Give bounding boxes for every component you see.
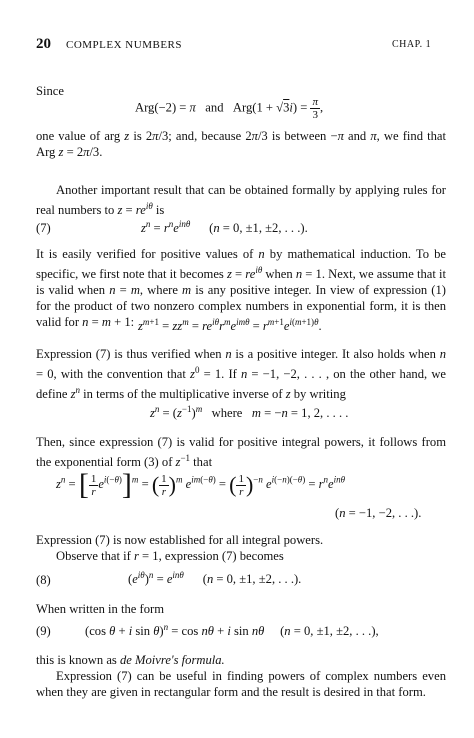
paragraph-de-moivre [36, 652, 446, 668]
paragraph-observe: Observe that if r = 1, expression (7) becomes [56, 549, 284, 563]
equation-long-range: (n = −1, −2, . . .). [335, 506, 422, 520]
text-since: Since [36, 84, 64, 98]
paragraph-negative-powers: Expression (7) is thus verified when n is a positive integer. It also holds when n = 0, with the convention that $z^0 = 1$. If n = −1, −2, . . . , on the other hand, we define $z^n$ in terms of the multiplicative inverse of z by writing [36, 347, 447, 402]
paragraph-arg-result: one value of arg z is 2π/3; and, because 2π/3 is between −π and π, we find that Arg z = 2π/3. [36, 129, 446, 159]
paragraph-established: Expression (7) is now established for all integral powers. [36, 533, 324, 547]
paragraph-written-form: When written in the form [36, 602, 164, 616]
running-title: COMPLEX NUMBERS [66, 39, 182, 51]
equation-long: $z^n$ = [ $\frac{1}{r}$ $e^{i(-\theta)}]^m$ = ( $\frac{1}{r}$ )$^m$ $e^{im(-\theta)}$ = ( $\frac{1}{r}$ )$^{-n}$ $e^{i(-n)(-\theta)} = r^ne^{in\theta}$ [56, 468, 346, 501]
page-number: 20 [36, 36, 51, 52]
paragraph-important-result: Another important result that can be obtained formally by applying rules for real numbers to $z = re^{i\theta}$ is [36, 183, 446, 218]
paragraph-induction: It is easily verified for positive values of n by mathematical induction. To be specific, we first note that it becomes $z = re^{i\theta}$ when n = 1. Next, we assume that it is valid when n = m, where m is any positive integer. In view of expression (1) for the product of two nonzero complex numbers in exponential form, it is then valid for n = m + 1: [36, 247, 446, 330]
equation-8: $(e^{i\theta})^n = e^{in\theta}$ (n = 0, ±1, ±2, . . .). [128, 570, 302, 587]
equation-9: (cos θ + i sin θ)$^n$ = cos nθ + i sin nθ (n = 0, ±1, ±2, . . .), [85, 622, 379, 639]
chapter-label: CHAP. 1 [392, 39, 432, 50]
equation-inverse: $z^n = (z^{-1})^m$ where m = −n = 1, 2, . . . . [150, 404, 349, 421]
paragraph-usefulness: Expression (7) can be useful in finding powers of complex numbers even when they are given in rectangular form and the result is desired in that form. [36, 669, 446, 699]
paragraph-exponential-form: Then, since expression (7) is valid for positive integral powers, it follows from the exponential form (3) of $z^{-1}$ that [36, 435, 446, 470]
text-de-moivre-lead: this is known as [36, 653, 120, 667]
equation-7-label: (7) [36, 221, 51, 235]
equation-7: $z^n = r^ne^{in\theta}$ (n = 0, ±1, ±2, . . .). [141, 219, 308, 236]
equation-9-label: (9) [36, 624, 51, 638]
equation-8-label: (8) [36, 573, 51, 587]
equation-induction: $z^{m+1} = zz^m = re^{i\theta}r^me^{im\theta} = r^{m+1}e^{i(m+1)\theta}$. [138, 317, 322, 334]
text-de-moivre-name: de Moivre's formula. [119, 653, 225, 667]
equation-arg: Arg(−2) = π and Arg(1 + √3i) = $\frac{\pi}{3}$ , [135, 96, 324, 121]
